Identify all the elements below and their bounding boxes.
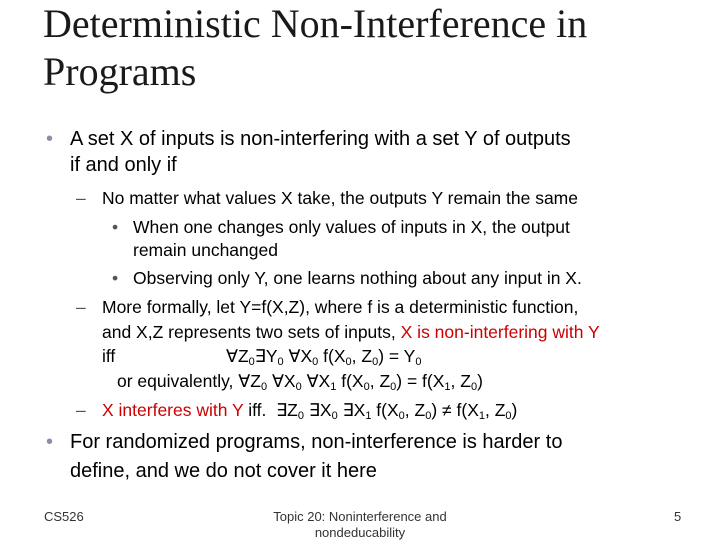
sub-bullet-2-line-2 <box>102 322 600 343</box>
footer-topic-line-2: nondeducability <box>314 525 406 540</box>
slide-title-line-2: Programs <box>43 49 197 94</box>
non-interfering-highlight: X is non-interfering with Y <box>400 322 600 342</box>
formula-3: iff. $\exists Z_0$ $\exists X_0$ $\exists X_1$ $f(X_0$, $Z_0) \ne f(X_1$, $Z_0$) <box>243 400 518 422</box>
sub-bullet-1 <box>76 188 578 209</box>
interferes-highlight: X interferes with Y <box>102 400 244 420</box>
dash-icon: – <box>76 400 86 420</box>
dash-icon: – <box>76 188 86 208</box>
sub-sub-bullet-1a-line-1: When one changes only values of inputs in X, the output <box>133 217 570 237</box>
footer-course: CS526 <box>44 509 84 524</box>
sub-sub-bullet-1a-line-2: remain unchanged <box>133 240 278 260</box>
bullet-2-line-1: For randomized programs, non-interference is harder to <box>70 431 563 453</box>
bullet-dot-icon: • <box>112 217 119 237</box>
sub-bullet-2 <box>76 297 578 318</box>
iff-label: iff <box>102 346 116 366</box>
footer-topic <box>240 509 480 541</box>
sub-bullet-2-line-2-text: and X,Z represents two sets of inputs, <box>102 322 396 342</box>
bullet-1-line-1: A set X of inputs is non-interfering with a set Y of outputs <box>70 128 571 150</box>
bullet-dot-icon: • <box>46 431 54 453</box>
bullet-2 <box>46 431 562 454</box>
bullet-1 <box>46 128 571 151</box>
bullet-dot-icon: • <box>46 128 54 150</box>
footer-topic-line-1: Topic 20: Noninterference and <box>273 509 447 524</box>
bullet-dot-icon: • <box>112 268 119 288</box>
sub-bullet-1-text: No matter what values X take, the outputs Y remain the same <box>102 188 578 208</box>
sub-sub-bullet-1a <box>112 217 570 238</box>
sub-sub-bullet-1b <box>112 268 582 289</box>
sub-bullet-2-line-1: More formally, let Y=f(X,Z), where f is a deterministic function, <box>102 297 579 317</box>
formula-2: or equivalently, $\forall Z_0$ $\forall X_0$ $\forall X_1$ $f(X_0$, $Z_0) = f(X_1$, $Z_0$) <box>117 371 483 393</box>
formula-1: $\forall Z_0\exists Y_0$ $\forall X_0$ $f(X_0$, $Z_0) = Y_0$ <box>226 346 422 368</box>
footer-page-number: 5 <box>674 509 682 524</box>
slide-title-line-1: Deterministic Non-Interference in <box>43 1 588 46</box>
sub-bullet-3 <box>76 400 517 421</box>
slide-title <box>43 0 703 96</box>
bullet-2-line-2: define, and we do not cover it here <box>70 460 377 482</box>
sub-sub-bullet-1b-text: Observing only Y, one learns nothing about any input in X. <box>133 268 582 288</box>
dash-icon: – <box>76 297 86 317</box>
bullet-1-line-2: if and only if <box>70 154 177 176</box>
